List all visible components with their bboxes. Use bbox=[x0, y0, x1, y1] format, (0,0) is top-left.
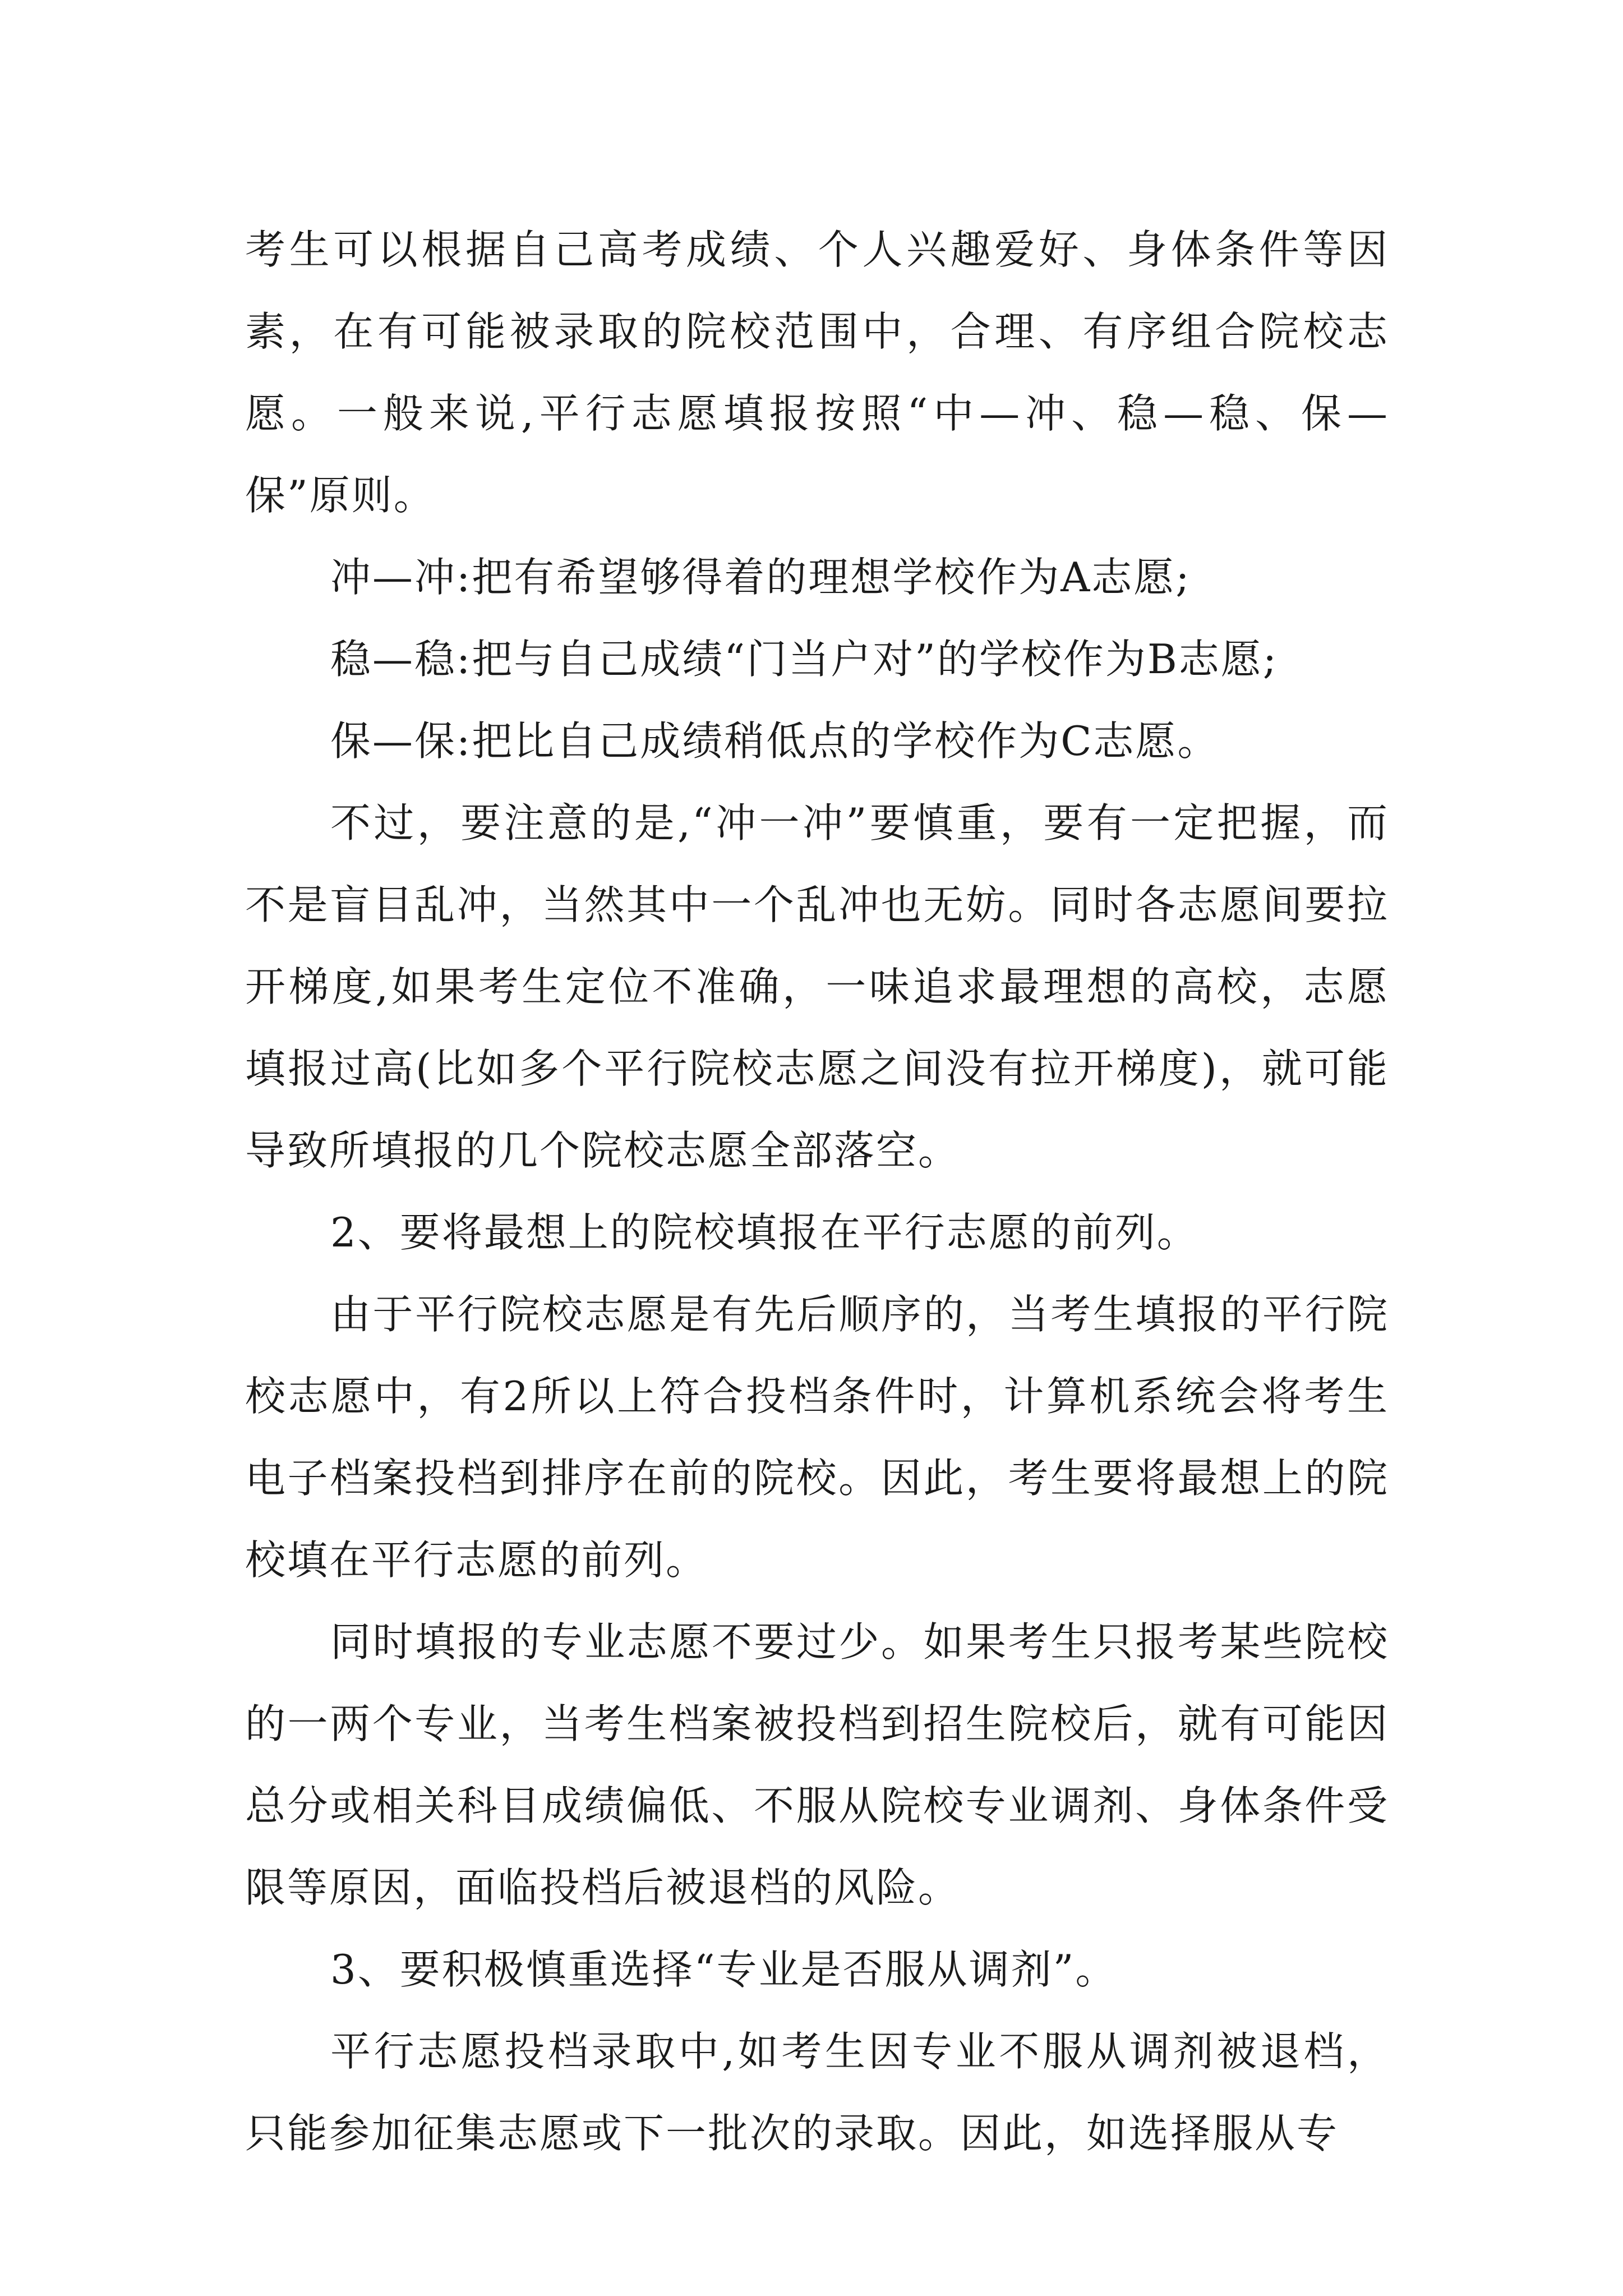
paragraph-chong: 冲—冲:把有希望够得着的理想学校作为A志愿; bbox=[330, 554, 1191, 601]
document-body bbox=[245, 209, 1389, 2174]
paragraph-bao: 保—保:把比自己成绩稍低点的学校作为C志愿。 bbox=[330, 717, 1220, 765]
paragraph-order: 由于平行院校志愿是有先后顺序的，当考生填报的平行院校志愿中，有2所以上符合投档条件时，计算机系统会将考生电子档案投档到排序在前的院校。因此，考生要将最想上的院校填在平行志愿的前列。 bbox=[245, 1291, 1389, 1584]
paragraph-wen: 稳—稳:把与自己成绩“门当户对”的学校作为B志愿; bbox=[330, 636, 1279, 683]
paragraph-intro: 考生可以根据自己高考成绩、个人兴趣爱好、身体条件等因素，在有可能被录取的院校范围中，合理、有序组合院校志愿。一般来说,平行志愿填报按照“中—冲、稳—稳、保—保”原则。 bbox=[245, 226, 1389, 519]
paragraph-adjustment: 平行志愿投档录取中,如考生因专业不服从调剂被退档，只能参加征集志愿或下一批次的录取。因此，如选择服从专 bbox=[245, 2028, 1389, 2157]
paragraph-heading-3: 3、要积极慎重选择“专业是否服从调剂”。 bbox=[330, 1946, 1118, 1993]
paragraph-heading-2: 2、要将最想上的院校填报在平行志愿的前列。 bbox=[330, 1209, 1199, 1256]
paragraph-major-count: 同时填报的专业志愿不要过少。如果考生只报考某些院校的一两个专业，当考生档案被投档到招生院校后，就有可能因总分或相关科目成绩偏低、不服从院校专业调剂、身体条件受限等原因，面临投档后被退档的风险。 bbox=[245, 1618, 1389, 1911]
paragraph-caution: 不过，要注意的是,“冲一冲”要慎重，要有一定把握，而不是盲目乱冲，当然其中一个乱冲也无妨。同时各志愿间要拉开梯度,如果考生定位不准确，一味追求最理想的高校，志愿填报过高(比如多个平行院校志愿之间没有拉开梯度)，就可能导致所填报的几个院校志愿全部落空。 bbox=[245, 799, 1389, 1174]
